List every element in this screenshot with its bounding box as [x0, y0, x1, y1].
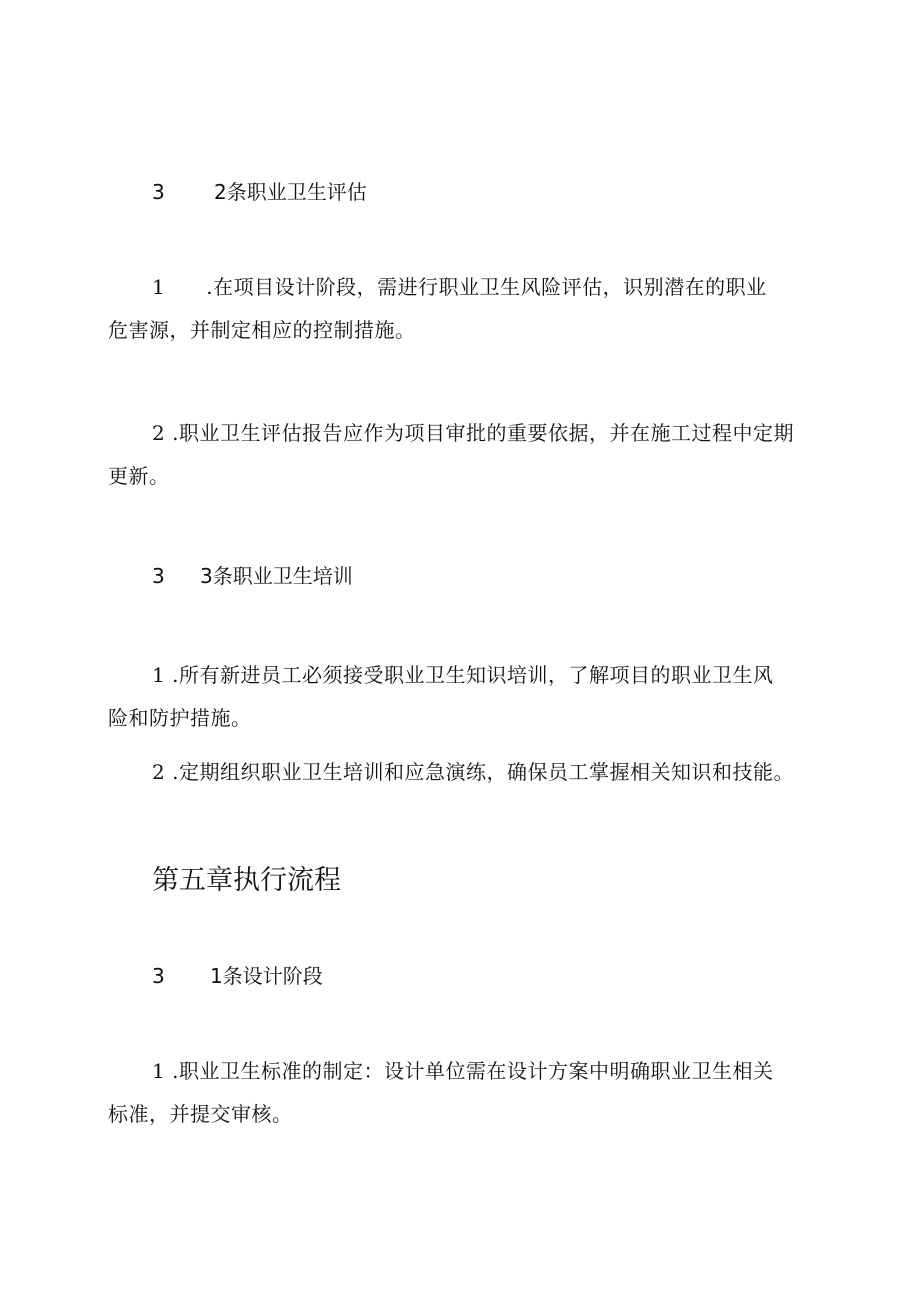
paragraph-3-3-item-1: [108, 654, 828, 740]
paragraph-line: 2 .定期组织职业卫生培训和应急演练，确保员工掌握相关知识和技能。: [152, 760, 794, 784]
article-title: 1条设计阶段: [210, 964, 323, 988]
article-heading-3-3: [152, 564, 353, 588]
paragraph-line: 危害源，并制定相应的控制措施。: [108, 318, 416, 342]
article-number: 3: [152, 180, 165, 204]
article-number: 3: [152, 964, 165, 988]
article-title: 3条职业卫生培训: [200, 564, 353, 588]
paragraph-3-2-item-1: [108, 266, 828, 352]
paragraph-5-1-item-1: [108, 1050, 828, 1136]
article-number: 3: [152, 564, 165, 588]
article-heading-5-1: [152, 964, 323, 988]
paragraph-line: 险和防护措施。: [108, 706, 252, 730]
paragraph-3-3-item-2: [108, 751, 828, 794]
chapter-title: 第五章执行流程: [152, 865, 341, 896]
article-heading-3-2: [152, 180, 367, 204]
paragraph-line: 2 .职业卫生评估报告应作为项目审批的重要依据，并在施工过程中定期: [152, 421, 794, 445]
paragraph-line: 1 .在项目设计阶段，需进行职业卫生风险评估，识别潜在的职业: [152, 275, 767, 299]
article-title: 2条职业卫生评估: [214, 180, 367, 204]
paragraph-line: 标准，并提交审核。: [108, 1102, 293, 1126]
paragraph-3-2-item-2: [108, 412, 828, 498]
paragraph-line: 1 .所有新进员工必须接受职业卫生知识培训，了解项目的职业卫生风: [152, 663, 774, 687]
paragraph-line: 更新。: [108, 464, 170, 488]
paragraph-line: 1 .职业卫生标准的制定：设计单位需在设计方案中明确职业卫生相关: [152, 1059, 774, 1083]
